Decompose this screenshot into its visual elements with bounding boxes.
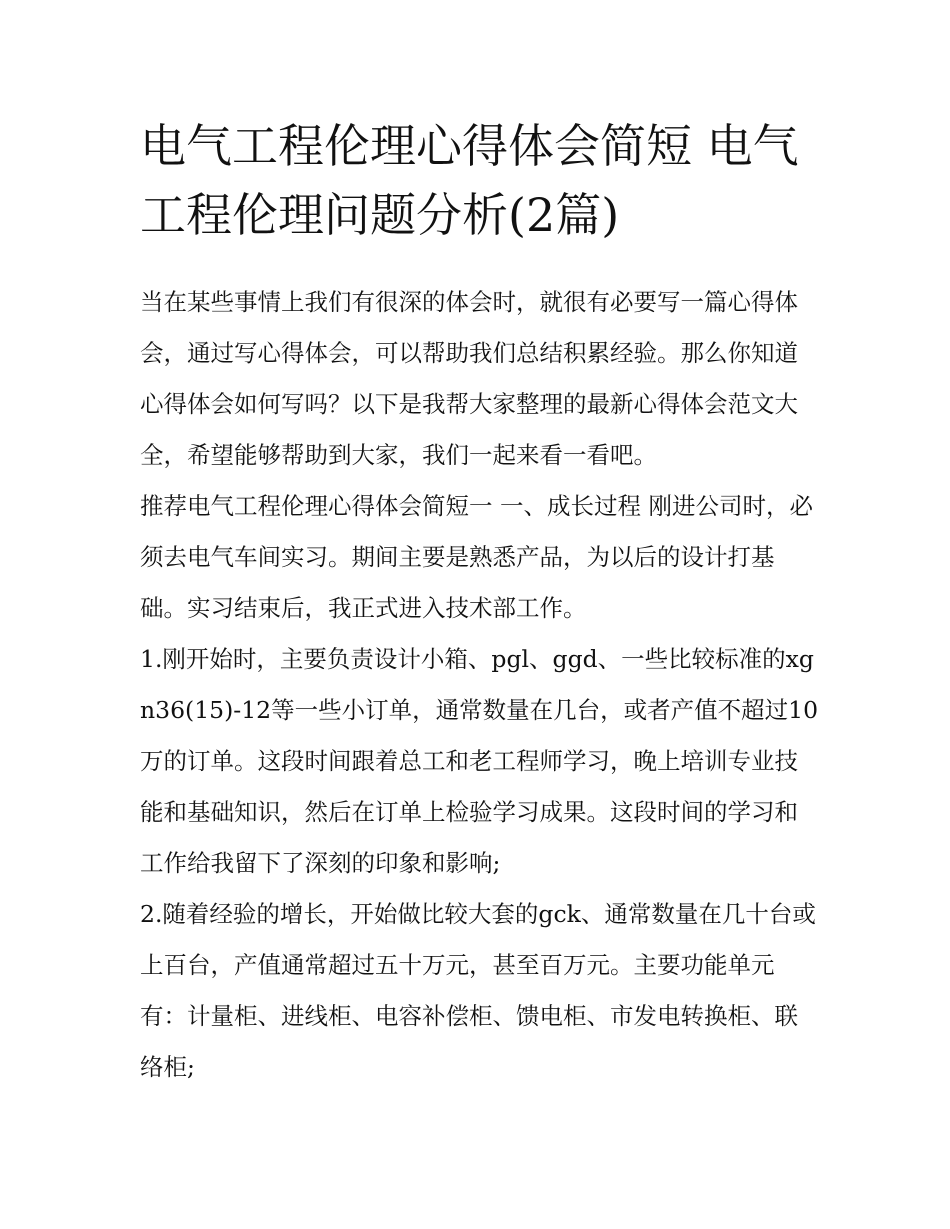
paragraph-item-2: 2.随着经验的增长，开始做比较大套的gck、通常数量在几十台或上百台，产值通常超过五十万元，甚至百万元。主要功能单元有：计量柜、进线柜、电容补偿柜、馈电柜、市发电转换柜、联络柜; [140,900,816,1081]
document-body [140,277,820,1093]
paragraph-item-1: 1.刚开始时，主要负责设计小箱、pgl、ggd、一些比较标准的xgn36(15)-12等一些小订单，通常数量在几台，或者产值不超过10万的订单。这段时间跟着总工和老工程师学习，晚上培训专业技能和基础知识，然后在订单上检验学习成果。这段时间的学习和工作给我留下了深刻的印象和影响; [140,645,819,877]
document-title: 电气工程伦理心得体会简短 电气工程伦理问题分析(2篇) [140,119,799,242]
paragraph-growth-process: 推荐电气工程伦理心得体会简短一 一、成长过程 刚进公司时，必须去电气车间实习。期间主要是熟悉产品，为以后的设计打基础。实习结束后，我正式进入技术部工作。 [140,492,813,622]
paragraph-intro: 当在某些事情上我们有很深的体会时，就很有必要写一篇心得体会，通过写心得体会，可以帮助我们总结积累经验。那么你知道心得体会如何写吗？以下是我帮大家整理的最新心得体会范文大全，希望能够帮助到大家，我们一起来看一看吧。 [140,288,798,469]
